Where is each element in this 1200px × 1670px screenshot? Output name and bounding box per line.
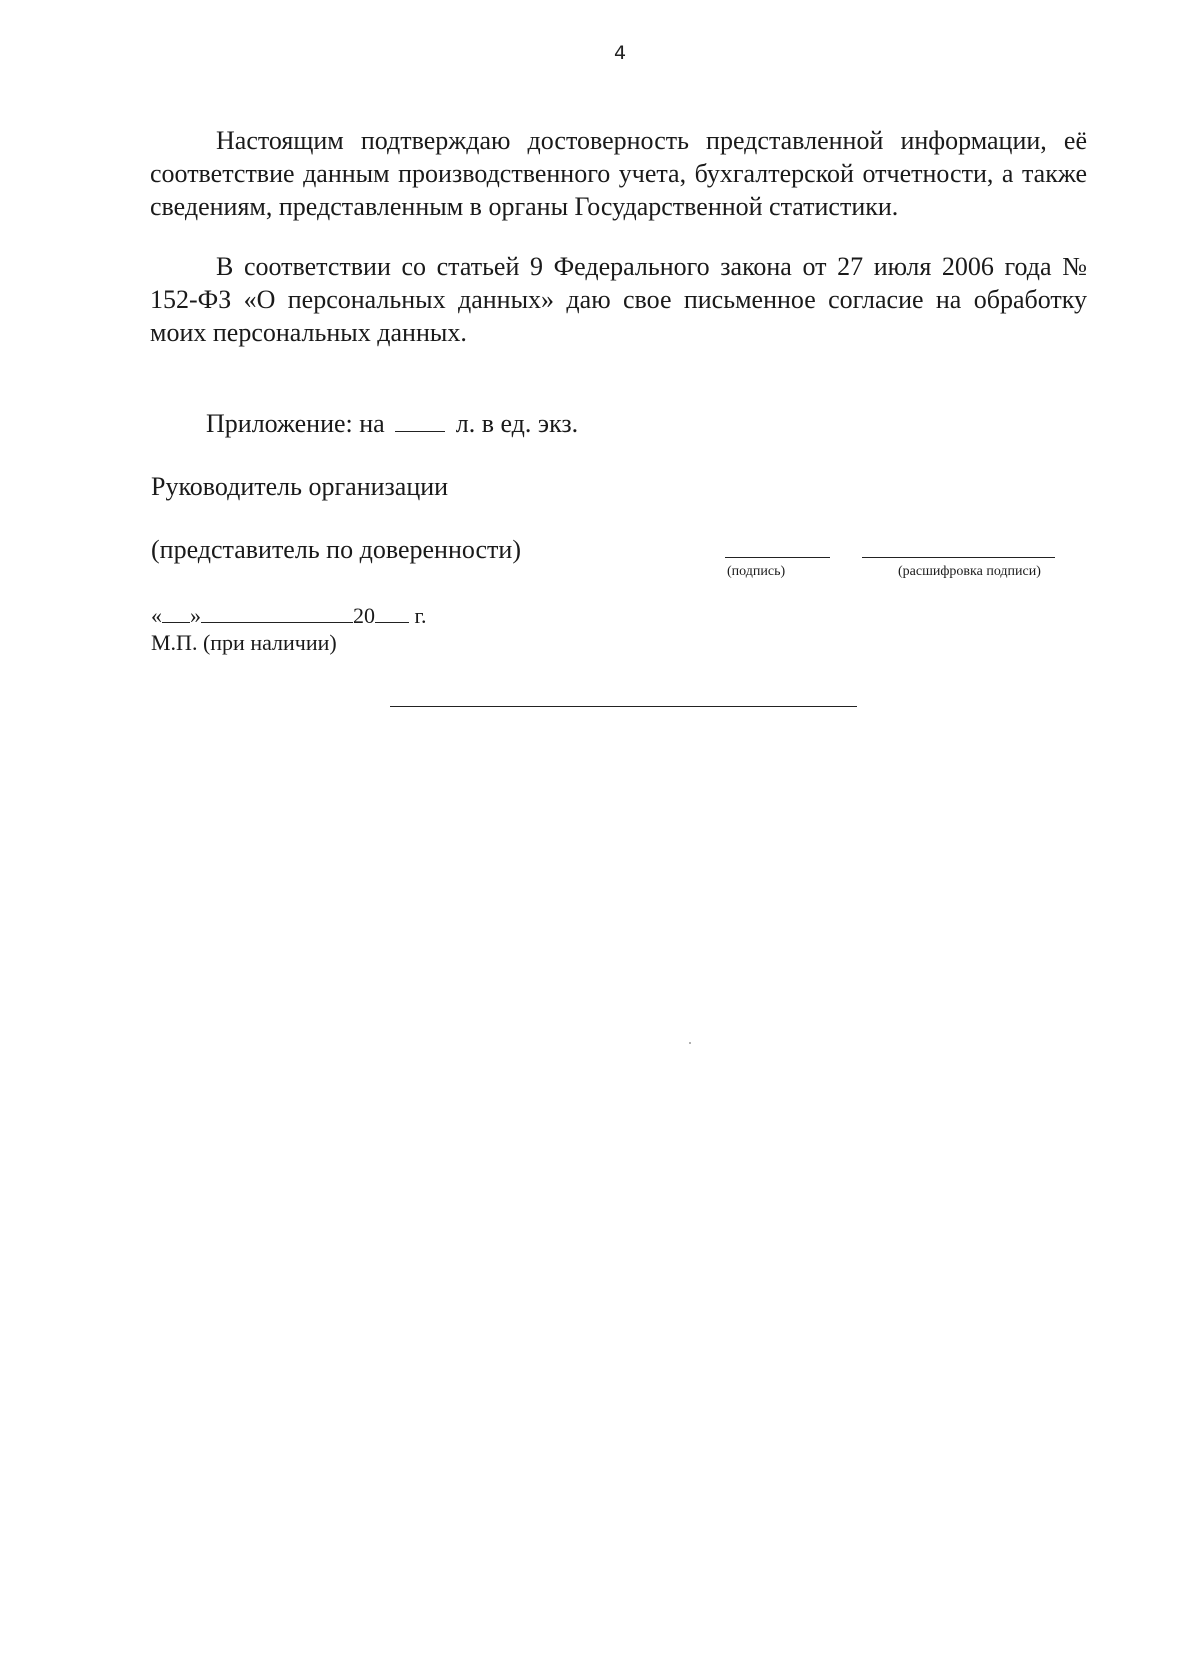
date-month-blank [201,604,353,623]
signature-caption: (подпись) [727,564,786,579]
signature-decoding-caption: (расшифровка подписи) [898,564,1041,579]
date-year-prefix: 20 [353,603,375,628]
closing-divider-line [390,706,857,707]
date-year-suffix: г. [414,603,427,628]
head-of-organization-label: Руководитель организации [151,472,449,501]
consent-paragraph: В соответствии со статьей 9 Федерального закона от 27 июля 2006 года № 152-ФЗ «О персональных данных» даю свое письменное согласие на обработку моих персональных данных. [150,252,1087,347]
appendix-suffix: л. в ед. экз. [455,409,579,438]
date-close-quote: » [190,603,201,628]
scan-speck [689,1042,691,1044]
page-number: 4 [613,42,627,64]
date-day-blank [162,604,190,623]
signature-decoding-line [862,557,1055,558]
appendix-sheets-blank [395,409,445,432]
date-open-quote: « [151,603,162,628]
date-year-blank [375,604,409,623]
signature-line [725,557,830,558]
appendix-line [206,407,578,440]
representative-label: (представитель по доверенности) [151,535,521,564]
appendix-prefix: Приложение: на [206,409,385,438]
date-line [151,603,427,629]
stamp-label: М.П. (при наличии) [151,630,337,655]
confirmation-paragraph: Настоящим подтверждаю достоверность представленной информации, её соответствие данным производственного учета, бухгалтерской отчетности, а также сведениям, представленным в органы Государственной статистики. [150,126,1087,221]
